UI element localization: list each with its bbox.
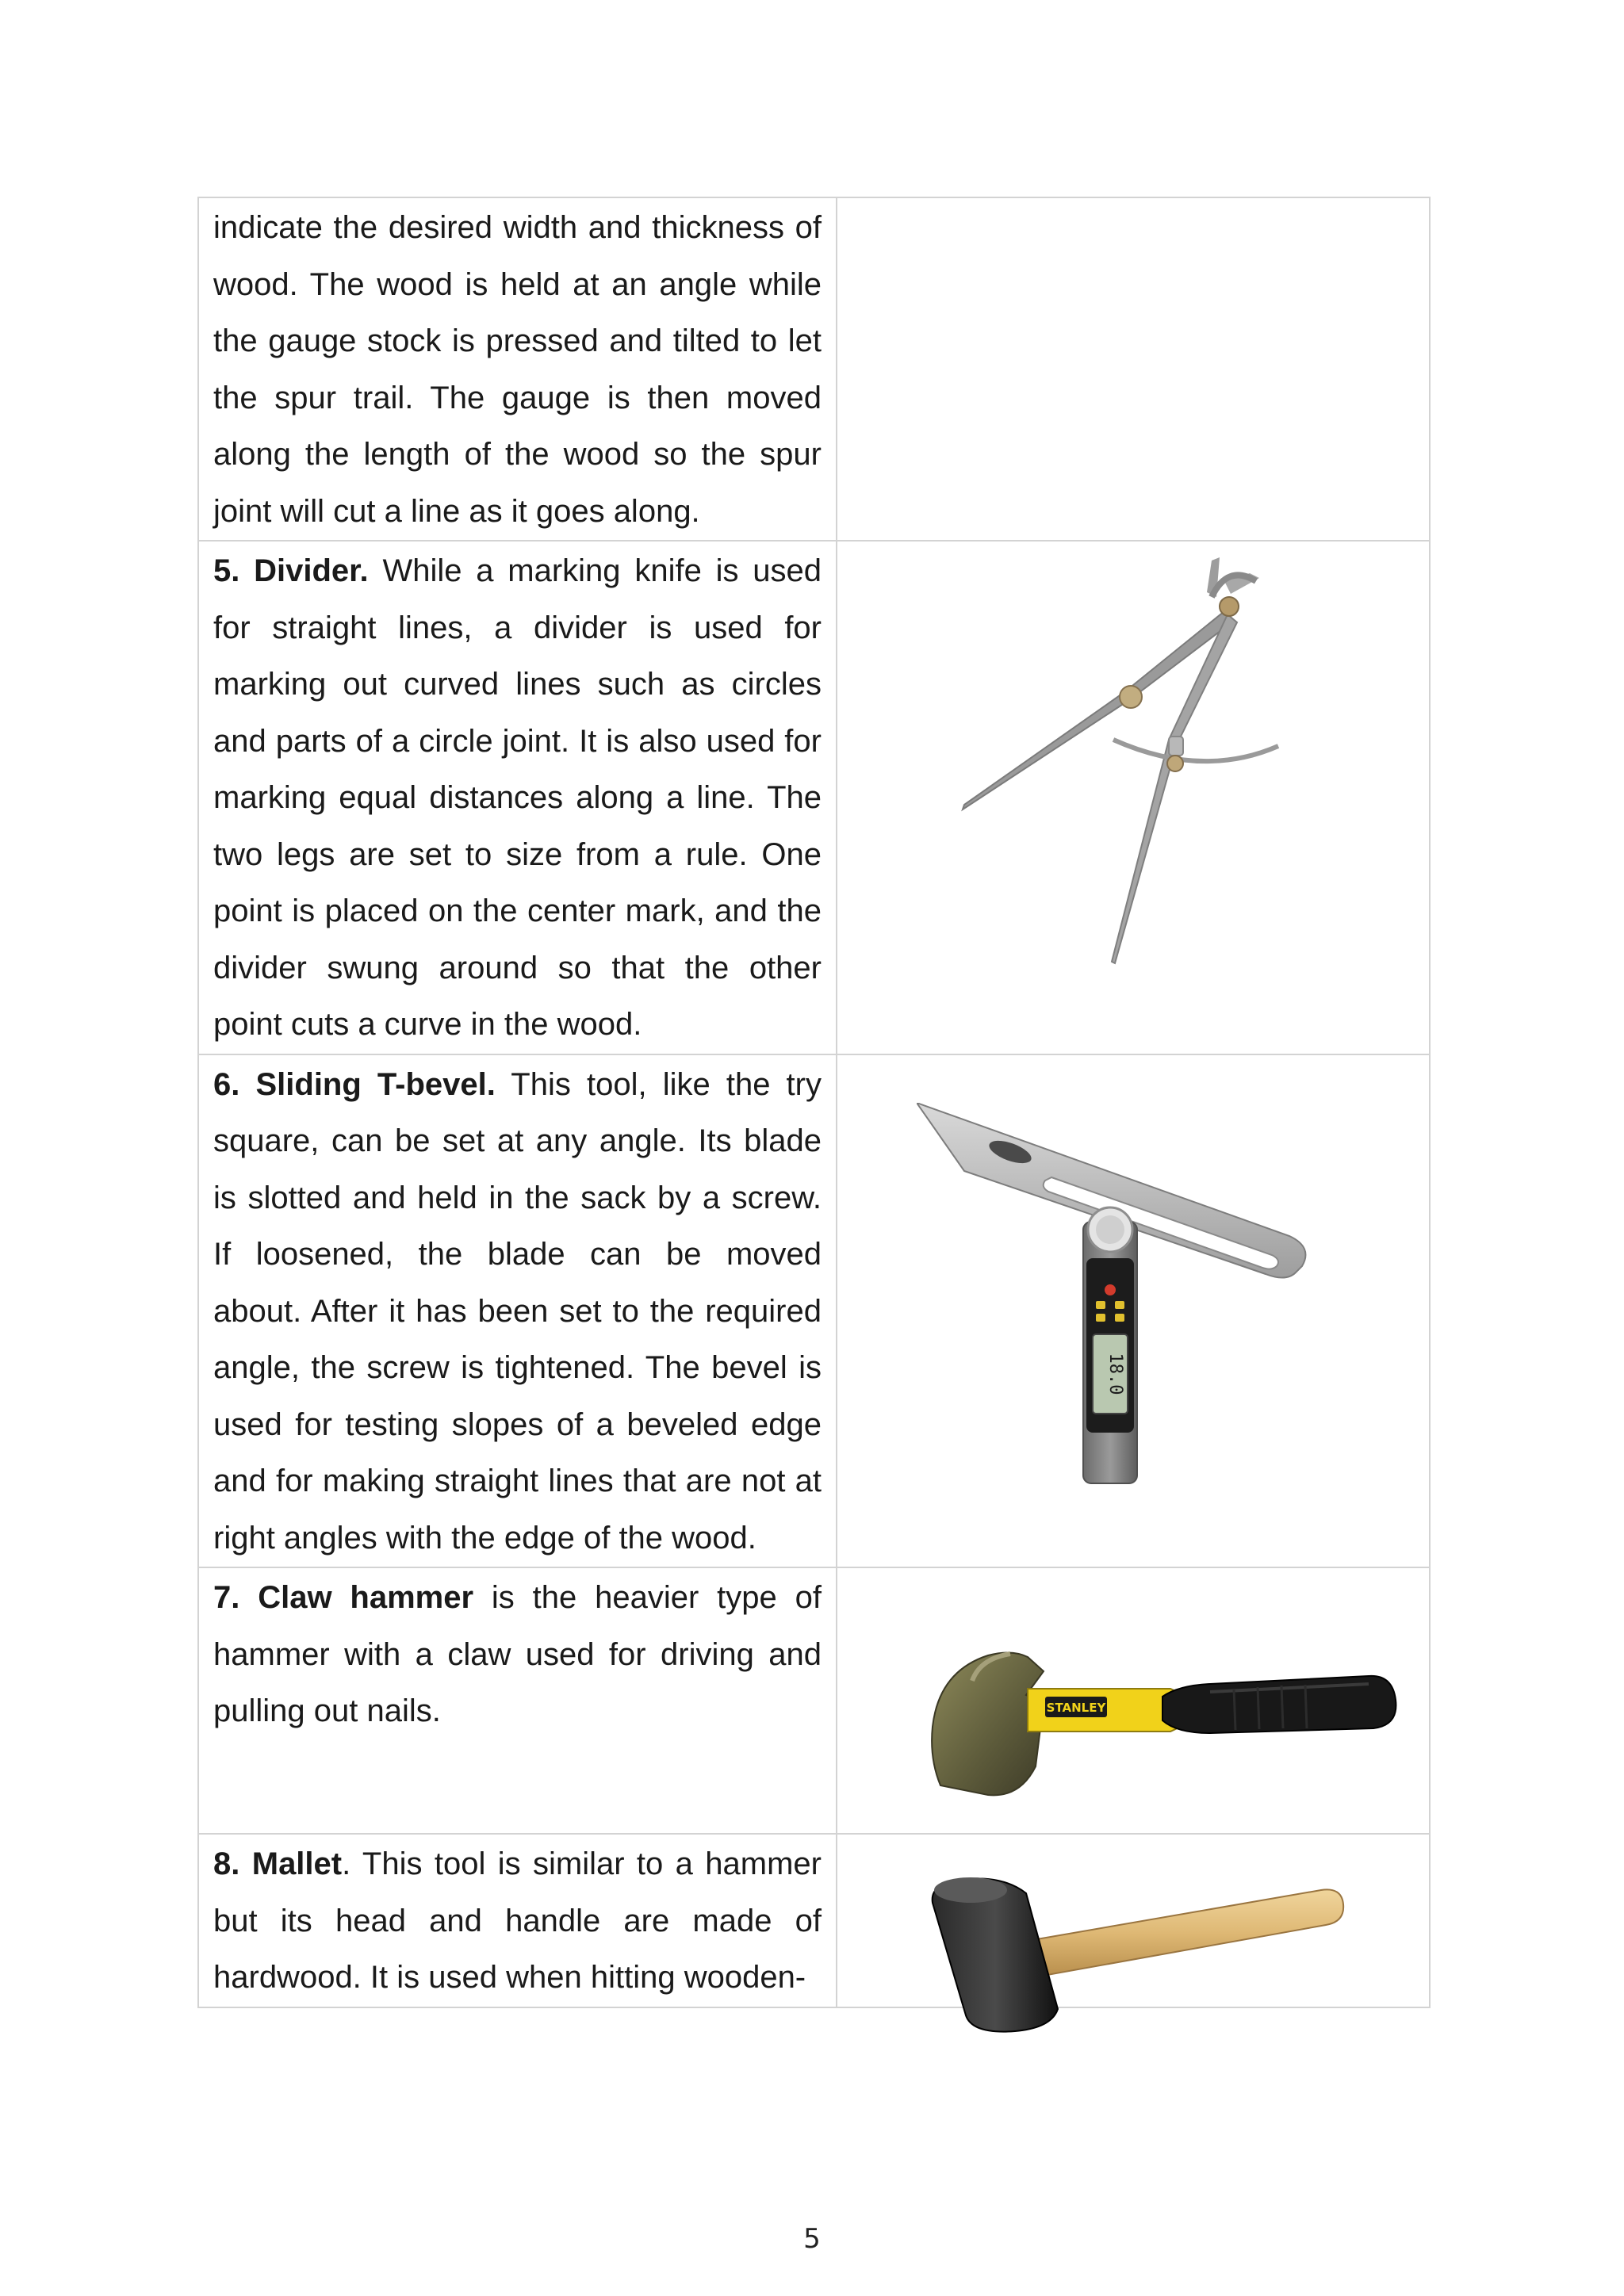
description-text xyxy=(199,1835,836,2007)
claw-hammer-icon xyxy=(925,1640,1416,1814)
table-row xyxy=(198,1054,1430,1568)
description-text xyxy=(199,1055,836,1567)
tool-title: 5. Divider. xyxy=(213,553,369,588)
description-cell xyxy=(198,197,837,541)
hammer-brand-label: STANLEY xyxy=(1046,1701,1106,1715)
tool-title: 6. Sliding T-bevel. xyxy=(213,1066,496,1102)
description-text xyxy=(199,1568,836,1740)
image-cell xyxy=(837,1054,1430,1568)
description-cell xyxy=(198,1054,837,1568)
description-text xyxy=(199,198,836,540)
image-cell-empty xyxy=(837,197,1430,541)
description-text xyxy=(199,541,836,1054)
image-cell xyxy=(837,1567,1430,1834)
description-cell xyxy=(198,541,837,1054)
description-body: While a marking knife is used for straight lines, a divider is used for marking out curved lines such as circles and parts of a circle joint. It is also used for marking equal distances along a line. The two legs are set to size from a rule. One point is placed on the center mark, and the divider swung around so that the other point cuts a curve in the wood. xyxy=(213,553,822,1042)
image-cell xyxy=(837,541,1430,1054)
description-body: is the heavier type of hammer with a claw used for driving and pulling out nails. xyxy=(213,1580,822,1728)
description-body: This tool, like the try square, can be set at any angle. Its blade is slotted and held in the sack by a screw. If loosened, the blade can be moved about. After it has been set to the required angle, the screw is tightened. The bevel is used for testing slopes of a beveled edge and for making straight lines that are not at right angles with the edge of the wood. xyxy=(213,1066,822,1556)
tool-title: 8. Mallet xyxy=(213,1846,343,1881)
bevel-display-readout: 18.0 xyxy=(1105,1353,1125,1395)
table-row xyxy=(198,1834,1430,2007)
sliding-t-bevel-icon xyxy=(917,1103,1361,1515)
description-body: indicate the desired width and thickness of wood. The wood is held at an angle while the gauge stock is pressed and tilted to let the spur trail. The gauge is then moved along the length of the wood so the spur joint will cut a line as it goes along. xyxy=(213,210,822,529)
page-number: 5 xyxy=(803,2223,821,2255)
description-cell xyxy=(198,1834,837,2007)
tool-title: 7. Claw hammer xyxy=(213,1580,474,1615)
table-row xyxy=(198,197,1430,541)
table-row xyxy=(198,541,1430,1054)
table-row xyxy=(198,1567,1430,1834)
image-cell xyxy=(837,1834,1430,2007)
mallet-icon xyxy=(909,1858,1353,2041)
description-body: . This tool is similar to a hammer but its head and handle are made of hardwood. It is used when hitting wooden- xyxy=(213,1846,822,1995)
divider-icon xyxy=(917,549,1361,1025)
description-cell xyxy=(198,1567,837,1834)
tools-table xyxy=(197,197,1431,2008)
